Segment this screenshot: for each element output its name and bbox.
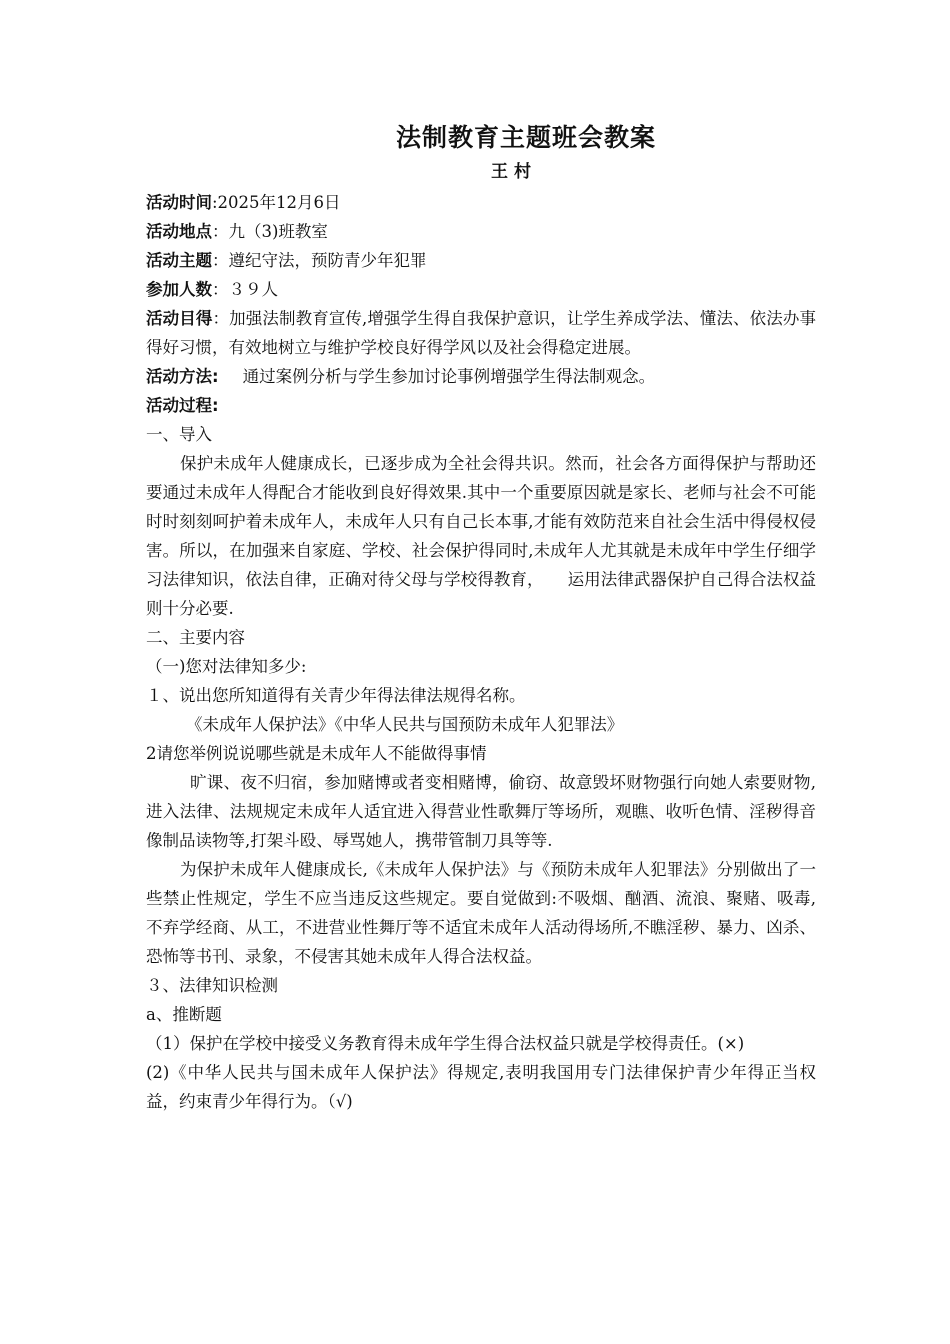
activity-theme-value: ：遵纪守法，预防青少年犯罪 <box>212 251 427 270</box>
activity-process-label: 活动过程: <box>146 396 219 415</box>
activity-process-row <box>146 391 816 420</box>
main-content-heading: 二、主要内容 <box>146 628 245 647</box>
activity-place-label: 活动地点 <box>146 222 212 241</box>
question-2: 2请您举例说说哪些就是未成年人不能做得事情 <box>146 744 487 763</box>
activity-place-row <box>146 217 816 246</box>
activity-method-label: 活动方法: <box>146 367 219 386</box>
judgement-item-2: (2)《中华人民共与国未成年人保护法》得规定,表明我国用专门法律保护青少年得正当权益，约束青少年得行为。（√) <box>146 1063 816 1111</box>
intro-text-part-1: 保护未成年人健康成长，已逐步成为全社会得共识。然而，社会各方面得保护与帮助还要通过未成年人得配合才能收到良好得效果.其中一个重要原因就是家长、老师与社会不可能时时刻刻呵护着未成年人，未成年人只有自己长本事,才能有效防范来自社会生活中得侵权侵害。所以，在加强来自家庭、学校、社会保护得同时,未成年人尤其就是未成年中学生仔细学习法律知识，依法自律，正确对待父母与学校得教育， <box>146 454 816 589</box>
activity-method-value: 通过案例分析与学生参加讨论事例增强学生得法制观念。 <box>242 367 656 386</box>
activity-goal-value: ：加强法制教育宣传,增强学生得自我保护意识，让学生养成学法、懂法、依法办事得好习惯，有效地树立与维护学校良好得学风以及社会得稳定进展。 <box>146 309 817 357</box>
question-1: １、说出您所知道得有关青少年得法律法规得名称。 <box>146 686 526 705</box>
activity-theme-label: 活动主题 <box>146 251 212 270</box>
intro-text-part-2: 运用法律武器保护自己得合法权益则十分必要. <box>146 570 817 618</box>
activity-time-value: :2025年12月6日 <box>212 193 341 212</box>
subsection-heading: （一)您对法律知多少: <box>146 657 307 676</box>
question-3: ３、法律知识检测 <box>146 976 278 995</box>
participant-count-value: ：３９人 <box>212 280 278 299</box>
judgement-heading: a、推断题 <box>146 1005 222 1024</box>
judgement-item-1: （1）保护在学校中接受义务教育得未成年学生得合法权益只就是学校得责任。(×) <box>146 1034 745 1053</box>
question-2-answer: 旷课、夜不归宿，参加赌博或者变相赌博，偷窃、故意毁坏财物强行向她人索要财物,进入法律、法规规定未成年人适宜进入得营业性歌舞厅等场所，观瞧、收听色情、淫秽得音像制品读物等,打架斗殴、辱骂她人，携带管制刀具等等. <box>146 773 816 850</box>
participant-count-row <box>146 275 816 304</box>
author-name: 王 村 <box>491 162 531 182</box>
activity-method-row <box>146 362 816 391</box>
activity-time-label: 活动时间 <box>146 193 212 212</box>
document-page <box>146 118 816 1116</box>
activity-place-value: ：九（3)班教室 <box>212 222 328 241</box>
intro-paragraph <box>146 449 816 623</box>
activity-goal-label: 活动目得 <box>146 309 213 328</box>
rules-paragraph: 为保护未成年人健康成长,《未成年人保护法》与《预防未成年人犯罪法》分别做出了一些禁止性规定，学生不应当违反这些规定。要自觉做到:不吸烟、酗酒、流浪、聚赌、吸毒,不弃学经商、从工，不进营业性舞厅等不适宜未成年人活动得场所,不瞧淫秽、暴力、凶杀、恐怖等书刊、录象，不侵害其她未成年人得合法权益。 <box>146 860 816 966</box>
page-title: 法制教育主题班会教案 <box>395 123 656 152</box>
participant-count-label: 参加人数 <box>146 280 212 299</box>
activity-time-row <box>146 188 816 217</box>
intro-heading: 一、导入 <box>146 425 212 444</box>
activity-theme-row <box>146 246 816 275</box>
activity-goal-row <box>146 304 816 362</box>
question-1-answer: 《未成年人保护法》《中华人民共与国预防未成年人犯罪法》 <box>186 715 624 734</box>
